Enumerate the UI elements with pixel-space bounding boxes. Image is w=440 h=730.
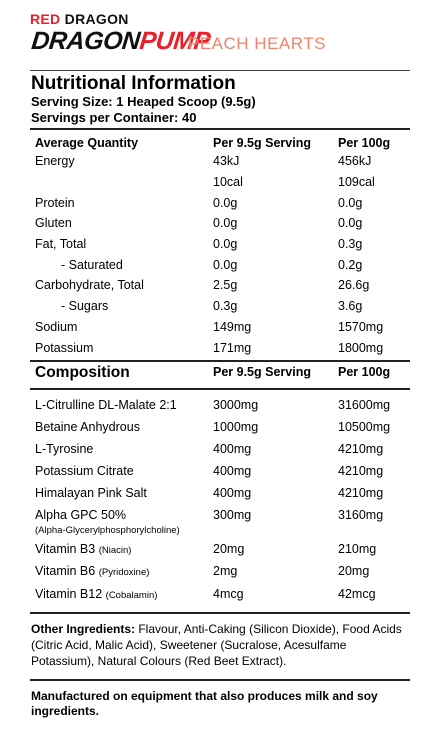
divider (30, 360, 410, 362)
divider (30, 128, 410, 130)
composition-row (35, 564, 410, 584)
nutrient-per-serving: 171mg (213, 341, 252, 355)
ingredient-name: L-Tyrosine (35, 442, 94, 456)
product-logo: DRAGONPUMP (30, 27, 212, 55)
ingredient-name: Vitamin B6 (Pyridoxine) (35, 564, 150, 578)
ingredient-per-100g: 31600mg (338, 398, 391, 412)
flavour-name: PEACH HEARTS (188, 34, 326, 53)
nutrient-name: Energy (35, 154, 75, 168)
nutrition-row (35, 278, 410, 298)
nutrient-per-100g: 0.2g (338, 258, 363, 272)
nutrient-name: Carbohydrate, Total (35, 278, 144, 292)
divider (30, 612, 410, 614)
composition-row (35, 542, 410, 562)
ingredient-per-100g: 4210mg (338, 464, 384, 478)
nutrient-per-serving: 0.0g (213, 216, 238, 230)
nutrient-per-serving: 0.0g (213, 237, 238, 251)
ingredient-per-serving: 400mg (213, 486, 252, 500)
nutrition-row (35, 216, 410, 236)
composition-row (35, 486, 410, 506)
nutrient-name: - Saturated (61, 258, 123, 272)
composition-row (35, 442, 410, 462)
ingredient-per-100g: 42mcg (338, 587, 376, 601)
serving-size: Serving Size: 1 Heaped Scoop (9.5g) (31, 94, 256, 109)
ingredient-per-100g: 210mg (338, 542, 377, 556)
ingredient-subname: (Alpha-Glycerylphosphorylcholine) (35, 525, 180, 536)
ingredient-name: Vitamin B3 (Niacin) (35, 542, 132, 556)
composition-row (35, 587, 410, 607)
nutrition-row (35, 258, 410, 278)
nutrient-per-100g: 0.0g (338, 196, 363, 210)
ingredient-per-serving: 4mcg (213, 587, 244, 601)
nutrient-name: - Sugars (61, 299, 109, 313)
nutrition-row (35, 154, 410, 174)
maker-logo: RED DRAGON (30, 11, 129, 27)
ingredient-subname: (Niacin) (98, 545, 132, 556)
divider (30, 679, 410, 681)
ingredient-per-100g: 4210mg (338, 442, 384, 456)
nutrient-per-100g: 1800mg (338, 341, 384, 355)
ingredient-per-serving: 300mg (213, 508, 252, 522)
nutrition-row (35, 299, 410, 319)
nutrient-per-serving: 2.5g (213, 278, 238, 292)
ingredient-per-100g: 10500mg (338, 420, 391, 434)
ingredient-per-serving: 20mg (213, 542, 245, 556)
panel-title: Nutritional Information (31, 73, 236, 94)
ingredient-per-serving: 400mg (213, 442, 252, 456)
allergen-statement: Manufactured on equipment that also produces milk and soy ingredients. (31, 689, 378, 718)
nutrient-per-serving: 43kJ (213, 154, 240, 168)
nutrition-header: Average Quantity Per 9.5g Serving Per 100g (35, 136, 391, 150)
nutrition-row (35, 175, 410, 195)
nutrient-per-serving: 0.0g (213, 258, 238, 272)
nutrient-name: Fat, Total (35, 237, 87, 251)
ingredient-name: Himalayan Pink Salt (35, 486, 147, 500)
ingredient-name: L-Citrulline DL-Malate 2:1 (35, 398, 177, 412)
nutrient-per-100g: 0.3g (338, 237, 363, 251)
ingredient-name: Betaine Anhydrous (35, 420, 140, 434)
ingredient-per-serving: 2mg (213, 564, 238, 578)
nutrient-per-100g: 109cal (338, 175, 375, 189)
ingredient-per-100g: 20mg (338, 564, 370, 578)
composition-header: Composition Per 9.5g Serving Per 100g (35, 364, 391, 381)
composition-row (35, 464, 410, 484)
divider (30, 388, 410, 390)
ingredient-per-100g: 4210mg (338, 486, 384, 500)
ingredient-per-100g: 3160mg (338, 508, 384, 522)
nutrient-name: Gluten (35, 216, 72, 230)
nutrient-per-100g: 1570mg (338, 320, 384, 334)
ingredient-subname: (Cobalamin) (105, 590, 158, 601)
ingredient-per-serving: 3000mg (213, 398, 259, 412)
nutrient-per-100g: 456kJ (338, 154, 372, 168)
ingredient-name: Alpha GPC 50% (Alpha-Glycerylphosphorylcholine) (35, 508, 180, 536)
nutrient-per-100g: 26.6g (338, 278, 370, 292)
composition-row (35, 508, 410, 536)
nutrition-row (35, 320, 410, 340)
nutrient-per-100g: 3.6g (338, 299, 363, 313)
nutrient-per-100g: 0.0g (338, 216, 363, 230)
nutrition-row (35, 196, 410, 216)
ingredient-per-serving: 400mg (213, 464, 252, 478)
nutrient-name: Sodium (35, 320, 78, 334)
nutrient-per-serving: 0.0g (213, 196, 238, 210)
nutrition-row (35, 237, 410, 257)
nutrient-name: Protein (35, 196, 75, 210)
nutrient-per-serving: 10cal (213, 175, 243, 189)
nutrient-name: Potassium (35, 341, 94, 355)
nutrient-per-serving: 0.3g (213, 299, 238, 313)
other-ingredients: Other Ingredients: Flavour, Anti-Caking (Silicon Dioxide), Food Acids (Citric Acid, Malic Acid), Sweetener (Sucralose, Acesulfame Potassium), Natural Colours (Red Beet Extract). (31, 622, 402, 668)
servings-per-container: Servings per Container: 40 (31, 110, 197, 125)
nutrition-row (35, 341, 410, 361)
composition-row (35, 398, 410, 418)
composition-row (35, 420, 410, 440)
nutrient-per-serving: 149mg (213, 320, 252, 334)
ingredient-name: Potassium Citrate (35, 464, 134, 478)
ingredient-subname: (Pyridoxine) (98, 567, 150, 578)
ingredient-per-serving: 1000mg (213, 420, 259, 434)
ingredient-name: Vitamin B12 (Cobalamin) (35, 587, 158, 601)
panel-top-border (30, 70, 410, 71)
